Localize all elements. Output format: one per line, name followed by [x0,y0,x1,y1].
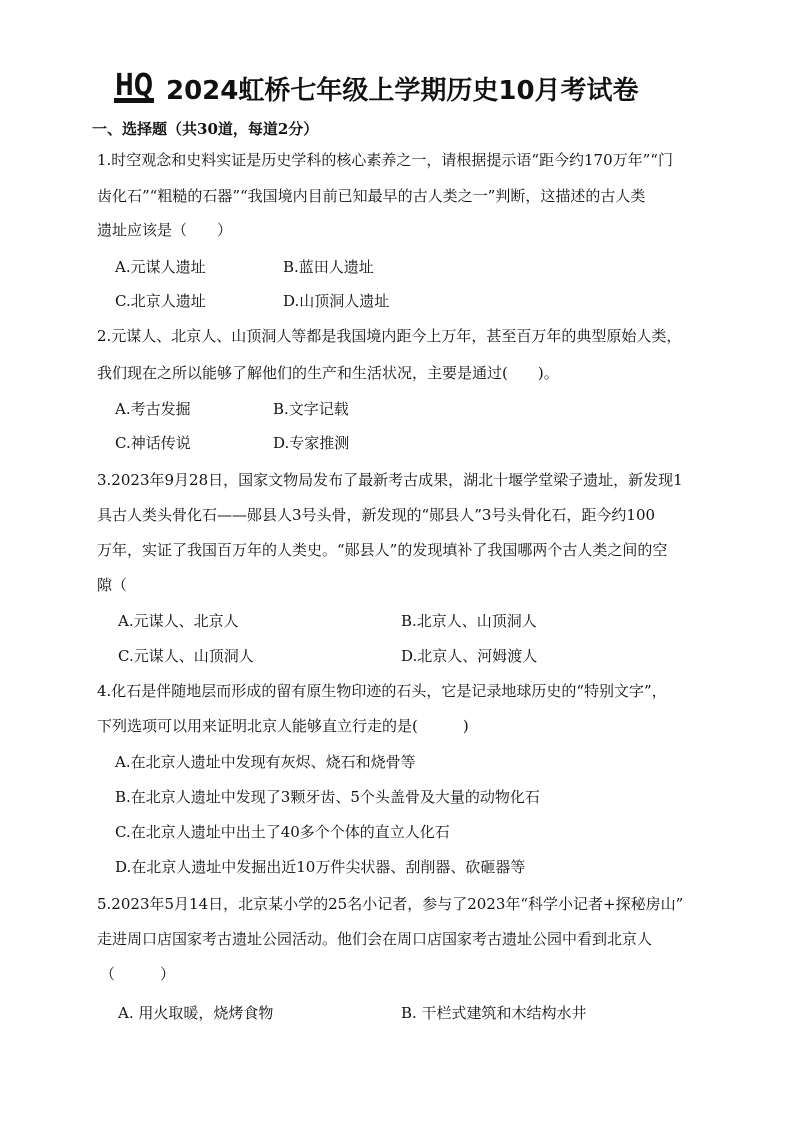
q4-option-b[interactable]: B.在北京人遗址中发现了3颗牙齿、5个头盖骨及大量的动物化石 [115,788,540,806]
q3-line-2: 具古人类头骨化石——郧县人3号头骨，新发现的“郧县人”3号头骨化石，距今约100 [97,506,656,524]
q5-option-a[interactable]: A. 用火取暖，烧烤食物 [118,1004,274,1022]
q1-option-b[interactable]: B.蓝田人遗址 [283,258,374,276]
q2-option-c[interactable]: C.神话传说 [115,434,191,452]
q3-line-3: 万年，实证了我国百万年的人类史。“郧县人”的发现填补了我国哪两个古人类之间的空 [97,541,668,559]
svg-text:HQ: HQ [115,68,153,103]
q4-option-d[interactable]: D.在北京人遗址中发掘出近10万件尖状器、刮削器、砍砸器等 [115,858,526,876]
q1-line-3: 遗址应该是（ ） [97,221,233,239]
q1-option-a[interactable]: A.元谋人遗址 [115,258,206,276]
q3-option-a[interactable]: A.元谋人、北京人 [118,612,239,630]
q4-option-c[interactable]: C.在北京人遗址中出土了40多个个体的直立人化石 [115,823,450,841]
q5-line-1: 5.2023年5月14日，北京某小学的25名小记者，参与了2023年“科学小记者+探秘房山” [97,895,684,913]
q5-line-2: 走进周口店国家考古遗址公园活动。他们会在周口店国家考古遗址公园中看到北京人 [97,930,653,948]
q2-line-2: 我们现在之所以能够了解他们的生产和生活状况，主要是通过( )。 [97,364,559,382]
q2-option-d[interactable]: D.专家推测 [273,434,350,452]
q2-option-a[interactable]: A.考古发掘 [115,400,191,418]
q4-option-a[interactable]: A.在北京人遗址中发现有灰烬、烧石和烧骨等 [115,753,416,771]
q1-line-2: 齿化石”“粗糙的石器”“我国境内目前已知最早的古人类之一”判断，这描述的古人类 [97,187,646,205]
exam-title: 2024虹桥七年级上学期历史10月考试卷 [166,76,639,106]
q4-line-1: 4.化石是伴随地层而形成的留有原生物印迹的石头，它是记录地球历史的“特别文字”， [97,682,667,700]
q3-option-d[interactable]: D.北京人、河姆渡人 [401,647,538,665]
q5-option-b[interactable]: B. 干栏式建筑和木结构水井 [401,1004,587,1022]
q3-option-c[interactable]: C.元谋人、山顶洞人 [118,647,254,665]
q1-option-c[interactable]: C.北京人遗址 [115,292,206,310]
q3-line-1: 3.2023年9月28日，国家文物局发布了最新考古成果，湖北十堰学堂梁子遗址，新发现1 [97,471,683,489]
q1-line-1: 1.时空观念和史料实证是历史学科的核心素养之一，请根据提示语“距今约170万年”“门 [97,151,673,169]
q2-option-b[interactable]: B.文字记载 [273,400,349,418]
q3-option-b[interactable]: B.北京人、山顶洞人 [401,612,537,630]
q3-line-4: 隙（ [97,576,128,594]
section-heading: 一、选择题（共30道，每道2分） [92,120,319,138]
q5-line-3: （ ） [100,965,176,983]
q4-line-2: 下列选项可以用来证明北京人能够直立行走的是( ) [97,717,469,735]
q1-option-d[interactable]: D.山顶洞人遗址 [283,292,390,310]
hq-logo [114,64,154,104]
q2-line-1: 2.元谋人、北京人、山顶洞人等都是我国境内距今上万年，甚至百万年的典型原始人类， [97,327,682,345]
